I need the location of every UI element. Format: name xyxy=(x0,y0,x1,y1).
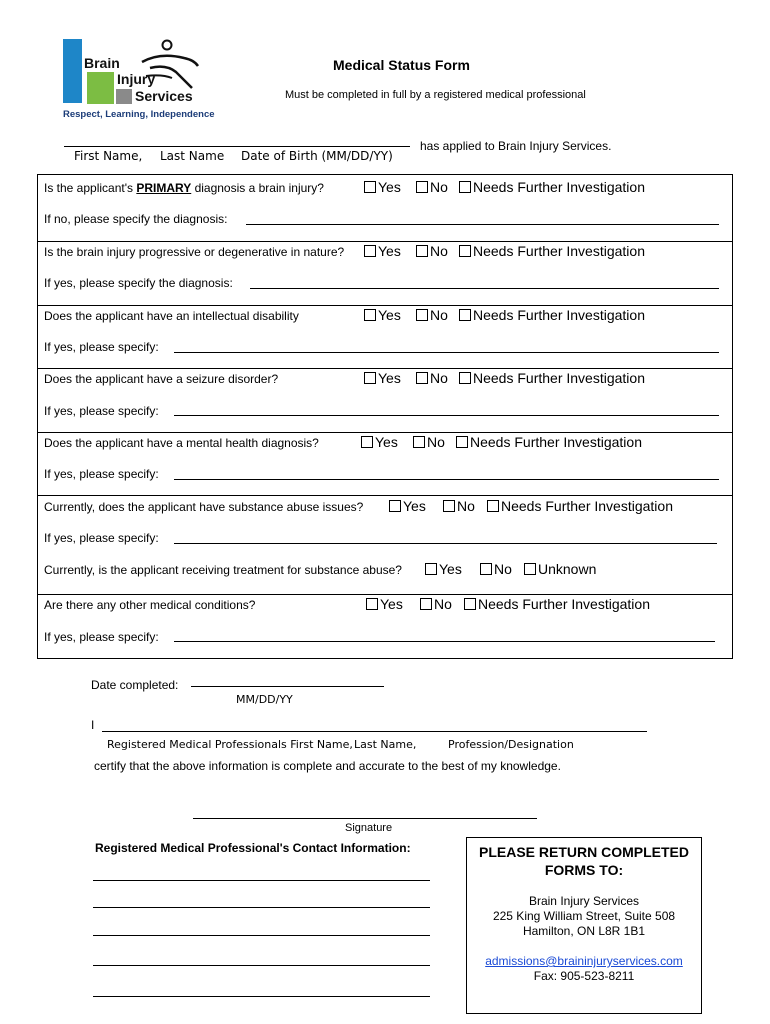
certify-statement: certify that the above information is complete and accurate to the best of my knowledge. xyxy=(94,759,561,773)
q4-yes-option[interactable]: Yes xyxy=(364,370,401,386)
return-org: Brain Injury Services xyxy=(528,894,640,908)
last-name-label: Last Name xyxy=(160,149,225,163)
contact-line-1[interactable] xyxy=(93,880,430,881)
q2-follow-label: If yes, please specify the diagnosis: xyxy=(44,276,233,290)
q1-follow-field[interactable] xyxy=(246,224,719,225)
checkbox[interactable] xyxy=(480,563,492,575)
q3-follow-label: If yes, please specify: xyxy=(44,340,159,354)
checkbox[interactable] xyxy=(413,436,425,448)
q5-follow-field[interactable] xyxy=(174,479,719,480)
checkbox[interactable] xyxy=(524,563,536,575)
contact-line-3[interactable] xyxy=(93,935,430,936)
checkbox[interactable] xyxy=(361,436,373,448)
date-completed-label: Date completed: xyxy=(91,678,179,692)
q7-unknown-option[interactable]: Unknown xyxy=(524,561,596,577)
professional-name-field[interactable] xyxy=(102,731,647,732)
logo-text-brain: Brain xyxy=(84,55,120,71)
q2-no-option[interactable]: No xyxy=(416,243,448,259)
q8-no-option[interactable]: No xyxy=(420,596,452,612)
prof-first-name-label: Registered Medical Professionals First Name, xyxy=(107,738,353,751)
q3-nfi-option[interactable]: Needs Further Investigation xyxy=(459,307,645,323)
q3-no-option[interactable]: No xyxy=(416,307,448,323)
applied-text: has applied to Brain Injury Services. xyxy=(420,139,612,153)
checkbox[interactable] xyxy=(459,245,471,257)
logo-tagline: Respect, Learning, Independence xyxy=(63,109,215,120)
checkbox[interactable] xyxy=(459,372,471,384)
q7-no-option[interactable]: No xyxy=(480,561,512,577)
q6-no-option[interactable]: No xyxy=(443,498,475,514)
q2-follow-field[interactable] xyxy=(250,288,719,289)
checkbox[interactable] xyxy=(416,245,428,257)
checkbox[interactable] xyxy=(366,598,378,610)
q5-nfi-option[interactable]: Needs Further Investigation xyxy=(456,434,642,450)
page-title: Medical Status Form xyxy=(333,57,470,73)
q6-follow-field[interactable] xyxy=(174,543,717,544)
q8-nfi-option[interactable]: Needs Further Investigation xyxy=(464,596,650,612)
checkbox[interactable] xyxy=(459,309,471,321)
dob-label: Date of Birth (MM/DD/YY) xyxy=(241,149,393,163)
checkbox[interactable] xyxy=(364,309,376,321)
checkbox[interactable] xyxy=(420,598,432,610)
q4-no-option[interactable]: No xyxy=(416,370,448,386)
q8-yes-option[interactable]: Yes xyxy=(366,596,403,612)
return-email-link[interactable]: admissions@braininjuryservices.com xyxy=(485,954,683,968)
row-divider xyxy=(37,594,733,595)
page-subtitle: Must be completed in full by a registered medical professional xyxy=(285,89,586,101)
question-seizure-disorder: Does the applicant have a seizure disorder? xyxy=(44,372,279,386)
q4-nfi-option[interactable]: Needs Further Investigation xyxy=(459,370,645,386)
return-address-2: Hamilton, ON L8R 1B1 xyxy=(522,924,646,938)
q6-yes-option[interactable]: Yes xyxy=(389,498,426,514)
checkbox[interactable] xyxy=(389,500,401,512)
checkbox[interactable] xyxy=(416,372,428,384)
question-substance-abuse: Currently, does the applicant have substance abuse issues? xyxy=(44,500,364,514)
q3-yes-option[interactable]: Yes xyxy=(364,307,401,323)
checkbox[interactable] xyxy=(364,181,376,193)
q6-nfi-option[interactable]: Needs Further Investigation xyxy=(487,498,673,514)
return-fax: Fax: 905-523-8211 xyxy=(533,969,635,983)
question-other-conditions: Are there any other medical conditions? xyxy=(44,598,256,612)
signature-field[interactable] xyxy=(193,818,537,819)
prof-last-name-label: Last Name, xyxy=(354,738,417,751)
row-divider xyxy=(37,495,733,496)
question-progressive: Is the brain injury progressive or degenerative in nature? xyxy=(44,245,345,259)
q2-yes-option[interactable]: Yes xyxy=(364,243,401,259)
row-divider xyxy=(37,305,733,306)
checkbox[interactable] xyxy=(487,500,499,512)
question-substance-treatment: Currently, is the applicant receiving treatment for substance abuse? xyxy=(44,563,402,577)
contact-line-4[interactable] xyxy=(93,965,430,966)
applicant-name-field[interactable] xyxy=(64,146,410,147)
q5-no-option[interactable]: No xyxy=(413,434,445,450)
checkbox[interactable] xyxy=(364,245,376,257)
q4-follow-label: If yes, please specify: xyxy=(44,404,159,418)
q8-follow-label: If yes, please specify: xyxy=(44,630,159,644)
row-divider xyxy=(37,241,733,242)
checkbox[interactable] xyxy=(456,436,468,448)
checkbox[interactable] xyxy=(425,563,437,575)
return-heading-2: FORMS TO: xyxy=(544,862,624,878)
q1-nfi-option[interactable]: Needs Further Investigation xyxy=(459,179,645,195)
return-email-wrap xyxy=(466,954,702,968)
q4-follow-field[interactable] xyxy=(174,415,719,416)
signature-label: Signature xyxy=(345,822,393,834)
first-name-label: First Name, xyxy=(74,149,143,163)
logo-text-injury: Injury xyxy=(117,71,156,87)
checkbox[interactable] xyxy=(364,372,376,384)
certify-i-label: I xyxy=(91,718,95,732)
q1-follow-label: If no, please specify the diagnosis: xyxy=(44,212,228,226)
checkbox[interactable] xyxy=(416,309,428,321)
return-address-1: 225 King William Street, Suite 508 xyxy=(492,909,676,923)
q8-follow-field[interactable] xyxy=(174,641,715,642)
q2-nfi-option[interactable]: Needs Further Investigation xyxy=(459,243,645,259)
checkbox[interactable] xyxy=(416,181,428,193)
question-primary-diagnosis: Is the applicant's PRIMARY diagnosis a brain injury? xyxy=(44,181,324,195)
logo-grey-block xyxy=(116,89,132,104)
row-divider xyxy=(37,368,733,369)
q1-no-option[interactable]: No xyxy=(416,179,448,195)
contact-line-2[interactable] xyxy=(93,907,430,908)
q7-yes-option[interactable]: Yes xyxy=(425,561,462,577)
logo-blue-bar xyxy=(63,39,82,103)
q6-follow-label: If yes, please specify: xyxy=(44,531,159,545)
q5-yes-option[interactable]: Yes xyxy=(361,434,398,450)
return-heading-1: PLEASE RETURN COMPLETED xyxy=(478,844,689,860)
date-completed-field[interactable] xyxy=(191,686,384,687)
checkbox[interactable] xyxy=(459,181,471,193)
contact-info-label: Registered Medical Professional's Contact Information: xyxy=(95,841,411,855)
q1-yes-option[interactable]: Yes xyxy=(364,179,401,195)
q3-follow-field[interactable] xyxy=(174,352,719,353)
checkbox[interactable] xyxy=(464,598,476,610)
row-divider xyxy=(37,432,733,433)
question-intellectual-disability: Does the applicant have an intellectual disability xyxy=(44,309,299,323)
question-mental-health: Does the applicant have a mental health diagnosis? xyxy=(44,436,319,450)
logo-text-services: Services xyxy=(135,88,193,104)
q5-follow-label: If yes, please specify: xyxy=(44,467,159,481)
date-format-hint: MM/DD/YY xyxy=(236,693,293,706)
prof-designation-label: Profession/Designation xyxy=(448,738,574,751)
logo-green-block xyxy=(87,72,114,104)
contact-line-5[interactable] xyxy=(93,996,430,997)
checkbox[interactable] xyxy=(443,500,455,512)
